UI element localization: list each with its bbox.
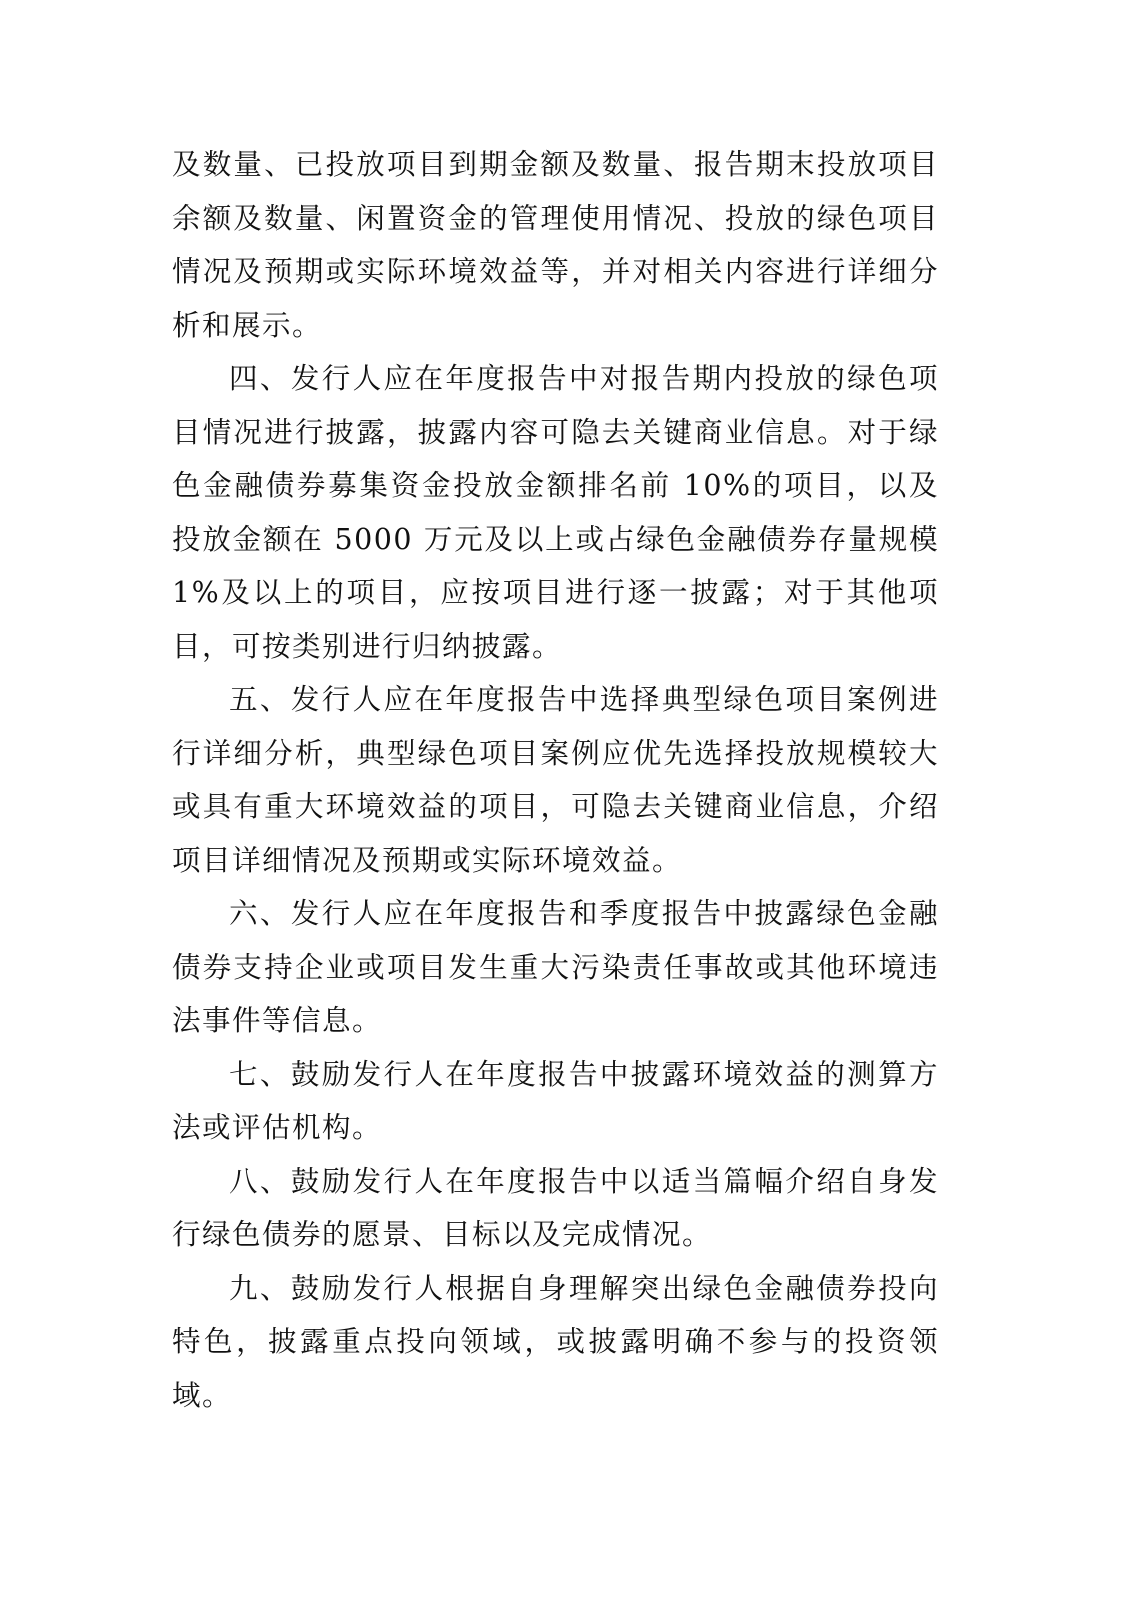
- paragraph-item-4: 四、发行人应在年度报告中对报告期内投放的绿色项目情况进行披露，披露内容可隐去关键商业信息。对于绿色金融债券募集资金投放金额排名前 10%的项目，以及投放金额在 5000 万元及以上或占绿色金融债券存量规模 1%及以上的项目，应按项目进行逐一披露；对于其他项目，可按类别进行归纳披露。: [172, 362, 939, 663]
- paragraph-item-5: 五、发行人应在年度报告中选择典型绿色项目案例进行详细分析，典型绿色项目案例应优先选择投放规模较大或具有重大环境效益的项目，可隐去关键商业信息，介绍项目详细情况及预期或实际环境效益。: [172, 683, 939, 877]
- paragraph-item-9: 九、鼓励发行人根据自身理解突出绿色金融债券投向特色，披露重点投向领域，或披露明确不参与的投资领域。: [172, 1271, 939, 1412]
- paragraph-item-6: 六、发行人应在年度报告和季度报告中披露绿色金融债券支持企业或项目发生重大污染责任事故或其他环境违法事件等信息。: [172, 897, 939, 1037]
- paragraph-item-8: 八、鼓励发行人在年度报告中以适当篇幅介绍自身发行绿色债券的愿景、目标以及完成情况。: [172, 1164, 939, 1251]
- document-body: [172, 138, 939, 1422]
- paragraph-item-7: 七、鼓励发行人在年度报告中披露环境效益的测算方法或评估机构。: [172, 1057, 939, 1144]
- paragraph-continued: 及数量、已投放项目到期金额及数量、报告期末投放项目余额及数量、闲置资金的管理使用情况、投放的绿色项目情况及预期或实际环境效益等，并对相关内容进行详细分析和展示。: [172, 148, 939, 342]
